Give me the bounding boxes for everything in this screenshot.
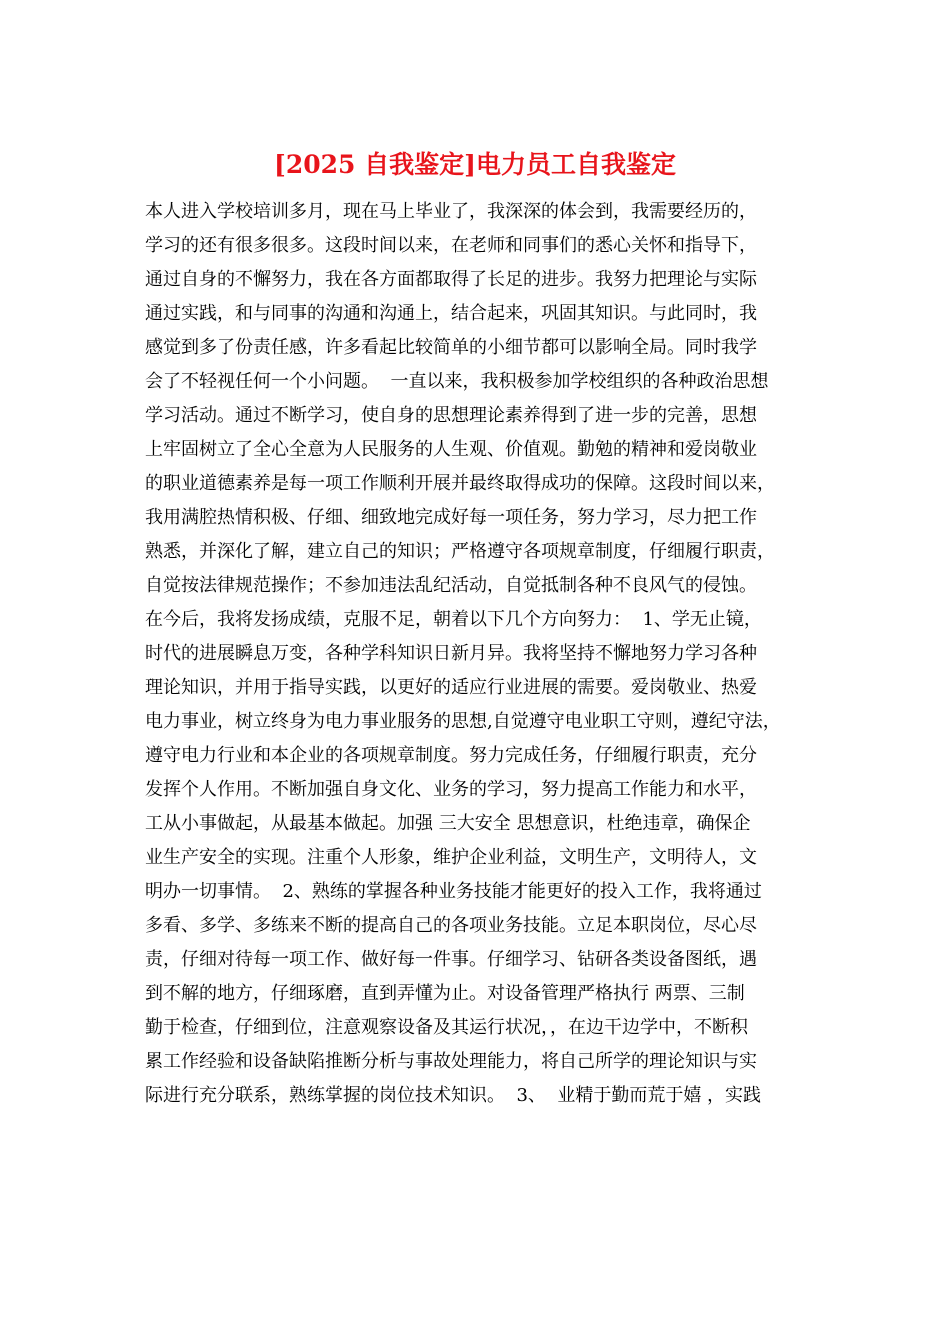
body-text-line: 到不解的地方，仔细琢磨，直到弄懂为止。对设备管理严格执行 两票、三制 <box>145 983 745 1004</box>
body-text-line: 发挥个人作用。不断加强自身文化、业务的学习，努力提高工作能力和水平， <box>145 779 757 800</box>
body-text-line: 感觉到多了份责任感，许多看起比较简单的小细节都可以影响全局。同时我学 <box>145 337 757 358</box>
body-text-line: 累工作经验和设备缺陷推断分析与事故处理能力，将自己所学的理论知识与实 <box>145 1051 757 1072</box>
body-text-line: 业生产安全的实现。注重个人形象，维护企业利益，文明生产，文明待人，文 <box>145 847 757 868</box>
body-text-line: 我用满腔热情积极、仔细、细致地完成好每一项任务，努力学习，尽力把工作 <box>145 507 757 528</box>
body-text-line: 勤于检查，仔细到位，注意观察设备及其运行状况，，在边干边学中，不断积 <box>145 1017 748 1038</box>
body-text-line: 学习活动。通过不断学习，使自身的思想理论素养得到了进一步的完善，思想 <box>145 405 757 426</box>
body-text-line: 通过自身的不懈努力，我在各方面都取得了长足的进步。我努力把理论与实际 <box>145 269 757 290</box>
body-text-line: 本人进入学校培训多月，现在马上毕业了，我深深的体会到，我需要经历的， <box>145 201 757 222</box>
body-text-line: 通过实践，和与同事的沟通和沟通上，结合起来，巩固其知识。与此同时，我 <box>145 303 757 324</box>
body-text-line: 多看、多学、多练来不断的提高自己的各项业务技能。立足本职岗位，尽心尽 <box>145 915 757 936</box>
body-text-line: 在今后，我将发扬成绩，克服不足，朝着以下几个方向努力： 1、学无止镜， <box>145 609 762 630</box>
body-text-line: 上牢固树立了全心全意为人民服务的人生观、价值观。勤勉的精神和爱岗敬业 <box>145 439 757 460</box>
body-text-line: 电力事业，树立终身为电力事业服务的思想,自觉遵守电业职工守则，遵纪守法， <box>145 711 781 732</box>
body-text-line: 责，仔细对待每一项工作、做好每一件事。仔细学习、钻研各类设备图纸，遇 <box>145 949 757 970</box>
body-text-line: 工从小事做起，从最基本做起。加强 三大安全 思想意识，杜绝违章，确保企 <box>145 813 751 834</box>
body-text-line: 会了不轻视任何一个小问题。 一直以来，我积极参加学校组织的各种政治思想 <box>145 371 769 392</box>
document-body <box>145 200 815 1118</box>
body-text-line: 自觉按法律规范操作；不参加违法乱纪活动，自觉抵制各种不良风气的侵蚀。 <box>145 575 757 596</box>
body-text-line: 熟悉，并深化了解，建立自己的知识；严格遵守各项规章制度，仔细履行职责， <box>145 541 775 562</box>
body-text-line: 学习的还有很多很多。这段时间以来，在老师和同事们的悉心关怀和指导下， <box>145 235 757 256</box>
body-text-line: 际进行充分联系，熟练掌握的岗位技术知识。 3、 业精于勤而荒于嬉 ，实践 <box>145 1085 762 1106</box>
body-text-line: 理论知识，并用于指导实践，以更好的适应行业进展的需要。爱岗敬业、热爱 <box>145 677 757 698</box>
body-text-line: 遵守电力行业和本企业的各项规章制度。努力完成任务，仔细履行职责，充分 <box>145 745 757 766</box>
body-text-line: 时代的进展瞬息万变，各种学科知识日新月异。我将坚持不懈地努力学习各种 <box>145 643 757 664</box>
body-text-line: 的职业道德素养是每一项工作顺利开展并最终取得成功的保障。这段时间以来， <box>145 473 775 494</box>
document-title: [2025 自我鉴定]电力员工自我鉴定 <box>274 150 676 179</box>
body-text-line: 明办一切事情。 2、熟练的掌握各种业务技能才能更好的投入工作，我将通过 <box>145 881 762 902</box>
